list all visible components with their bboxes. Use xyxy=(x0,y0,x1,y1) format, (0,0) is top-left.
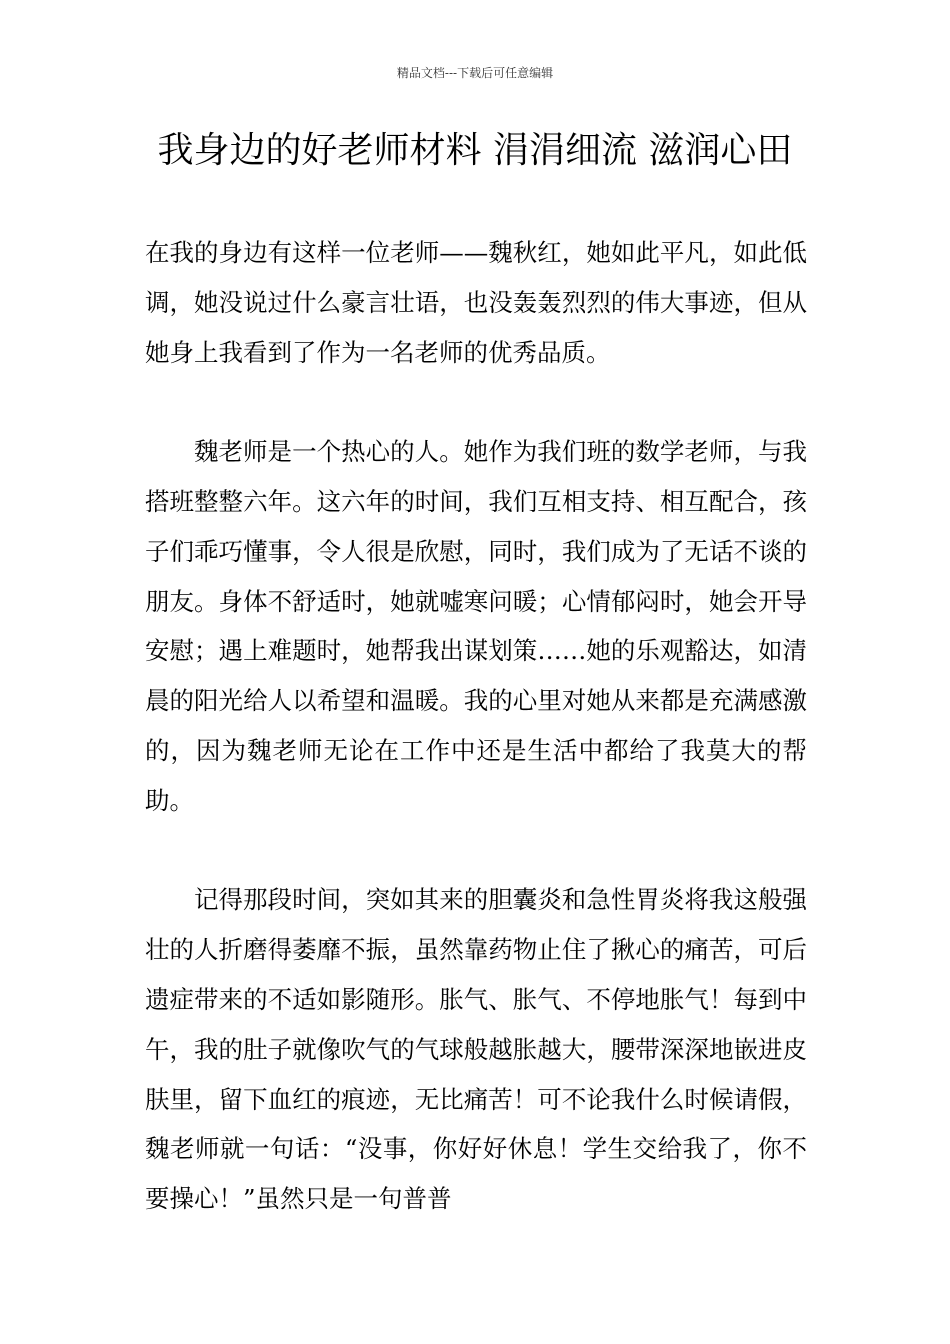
document-title: 我身边的好老师材料 涓涓细流 滋润心田 xyxy=(157,130,793,171)
paragraph-helpful-colleague: 魏老师是一个热心的人。她作为我们班的数学老师，与我搭班整整六年。这六年的时间，我们互相支持、相互配合，孩子们乖巧懂事，令人很是欣慰，同时，我们成为了无话不谈的朋友。身体不舒适时，她就嘘寒问暖；心情郁闷时，她会开导安慰；遇上难题时，她帮我出谋划策……她的乐观豁达，如清晨的阳光给人以希望和温暖。我的心里对她从来都是充满感激的，因为魏老师无论在工作中还是生活中都给了我莫大的帮助。 xyxy=(145,437,807,815)
document-body xyxy=(145,228,807,1224)
header-note: 精品文档---下载后可任意编辑 xyxy=(396,66,554,80)
paragraph-intro: 在我的身边有这样一位老师——魏秋红，她如此平凡，如此低调，她没说过什么豪言壮语，也没轰轰烈烈的伟大事迹，但从她身上我看到了作为一名老师的优秀品质。 xyxy=(145,238,807,367)
paragraph-illness-story: 记得那段时间，突如其来的胆囊炎和急性胃炎将我这般强壮的人折磨得萎靡不振，虽然靠药物止住了揪心的痛苦，可后遗症带来的不适如影随形。胀气、胀气、不停地胀气！每到中午，我的肚子就像吹气的气球般越胀越大，腰带深深地嵌进皮肤里，留下血红的痕迹，无比痛苦！可不论我什么时候请假，魏老师就一句话：“没事，你好好休息！学生交给我了，你不要操心！”虽然只是一句普普 xyxy=(145,885,807,1214)
